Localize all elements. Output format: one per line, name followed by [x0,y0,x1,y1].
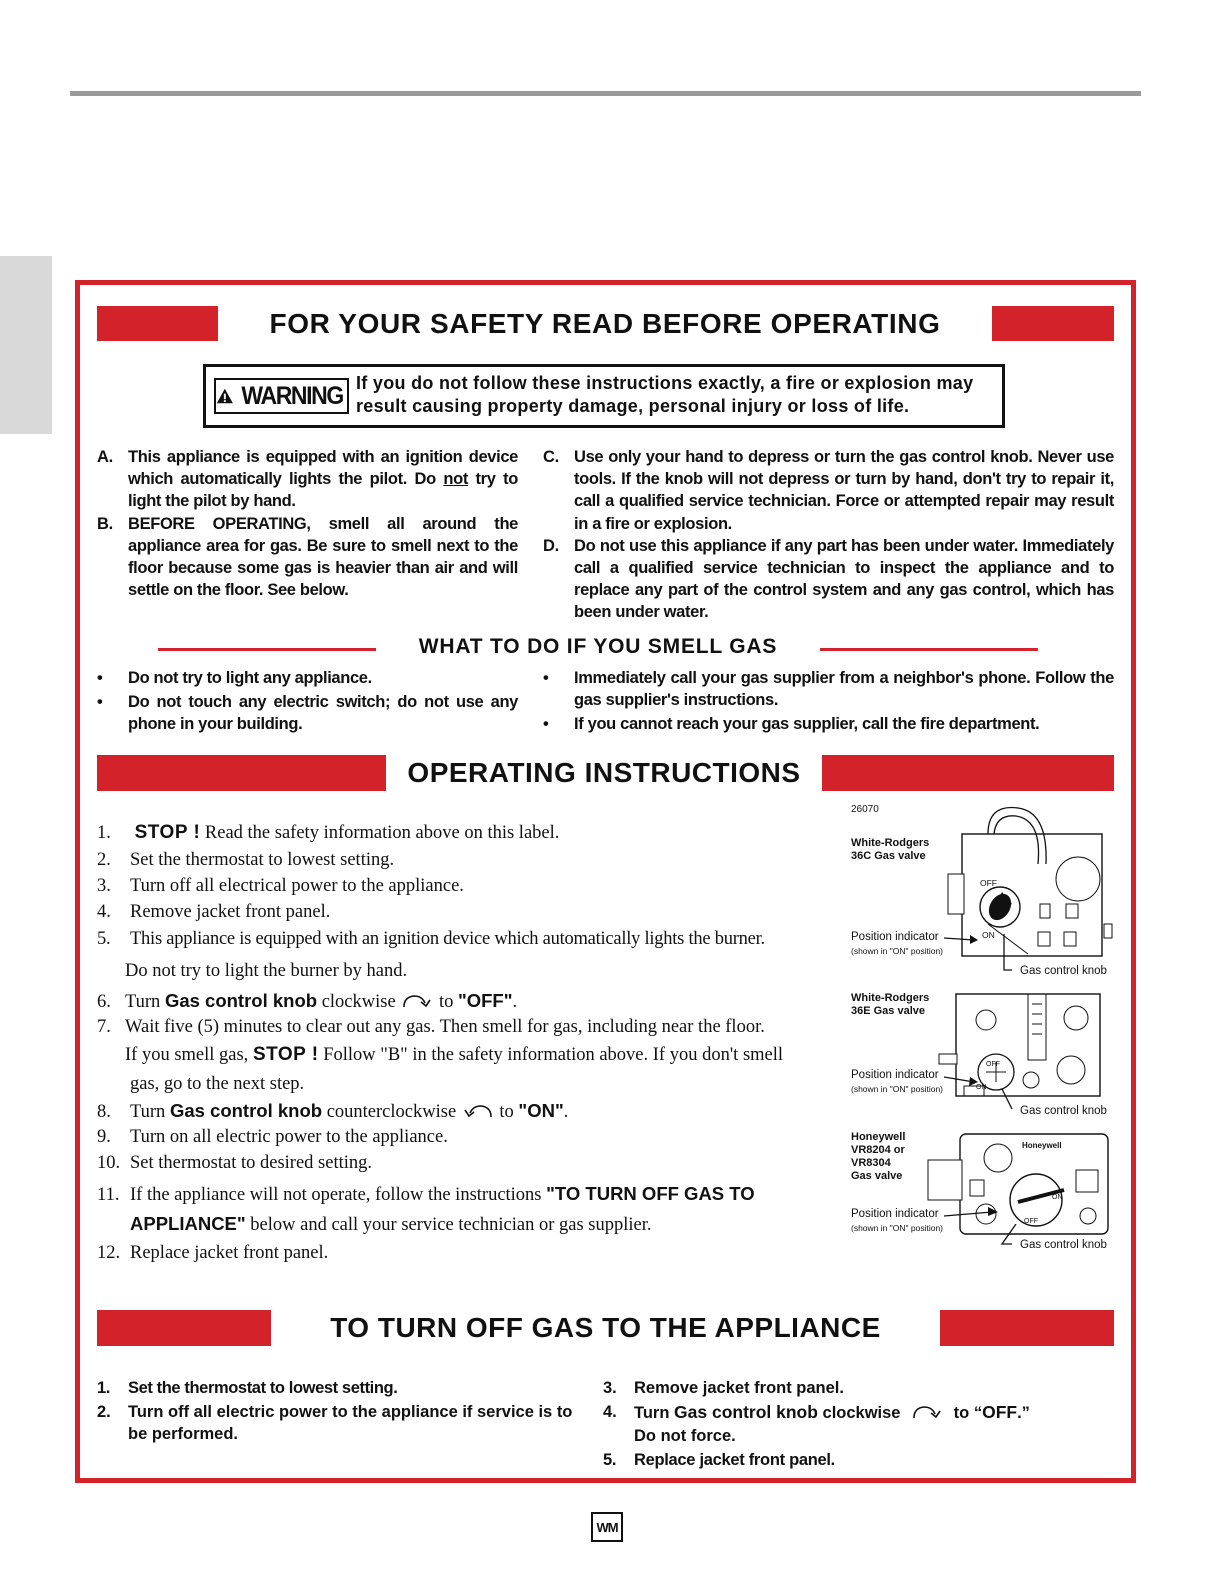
step-text: clockwise [817,1404,901,1423]
step-number: 4. [97,902,111,922]
step-text: Turn off all electric power to the appliance if service is to be performed. [128,1403,573,1444]
step-emphasis: Gas control knob [169,1100,323,1121]
step-number: 1. [97,823,111,843]
position-note: (shown in "ON" position) [851,946,944,956]
turn-off-bar-left [97,1310,271,1346]
step-text: to [494,1102,519,1122]
bullet: • [97,693,103,712]
step-number: 2. [97,1403,111,1422]
warning-badge [214,378,349,414]
turn-off-step [603,1401,1103,1447]
step-text: This appliance is equipped with an ignition device which automatically lights the burner. [130,929,765,949]
item-text: Do not use this appliance if any part has been under water. Immediately call a qualified service technician to inspect the appliance and to replace any part of the control system and any gas control, which has been under water. [574,536,1114,622]
step-text: .” [1017,1404,1030,1423]
operating-step [97,876,464,897]
step-text: Set thermostat to desired setting. [130,1153,372,1173]
safety-item-a [97,446,518,513]
safety-item-c [543,446,1114,535]
step-emphasis: Gas control knob [164,990,318,1011]
top-rule [70,91,1141,96]
step-emphasis: Gas control knob [674,1402,818,1423]
safety-column-right [543,446,1114,624]
operating-step [97,850,394,871]
step-text: to [434,992,458,1012]
off-marker: OFF [980,878,997,888]
pointer-arrow-icon [944,1204,1004,1226]
item-text: BEFORE OPERATING, smell all around the appliance area for gas. Be sure to smell next to the floor because some gas is heavier than air and will settle on the floor. See below. [128,514,518,600]
valve-name: White-Rodgers 36E Gas valve [851,992,930,1017]
clockwise-arrow-icon [400,992,434,1014]
step-text: Replace jacket front panel. [634,1451,835,1470]
item-text: This appliance is equipped with an ignition device which automatically lights the pilot. Do [128,448,518,489]
step-number: 11. [97,1185,120,1205]
step-number: 6. [97,992,111,1012]
item-text: Immediately call your gas supplier from a neighbor's phone. Follow the gas supplier's instructions. [574,669,1114,710]
turn-off-column-right [603,1377,1103,1471]
turn-off-column-left [97,1377,575,1446]
title-bar-right [992,306,1114,341]
operating-step [97,1153,372,1174]
gas-control-knob-label: Gas control knob [1020,1105,1107,1117]
operating-step [97,929,765,950]
off-marker: OFF [1024,1218,1038,1225]
operating-step-continued [125,961,407,982]
step-emphasis: APPLIANCE" [130,1213,246,1234]
position-indicator-label: Position indicator [851,1069,939,1081]
valve-name: White-Rodgers 36C Gas valve [851,837,930,862]
pointer-arrow-icon [944,929,984,951]
step-emphasis: "TO TURN OFF GAS TO [546,1183,755,1204]
step-number: 9. [97,1127,111,1147]
operating-step [97,1243,328,1264]
bullet: • [543,715,549,734]
item-text: Do not touch any electric switch; do not use any phone in your building. [128,693,518,734]
position-note: (shown in "ON" position) [851,1084,944,1094]
step-text: clockwise [317,992,401,1012]
pointer-line-icon [998,934,1014,974]
clockwise-arrow-icon [905,1403,949,1425]
smell-rule-left [158,648,376,651]
bullet: • [543,669,549,687]
step-text: Set the thermostat to lowest setting. [130,850,395,870]
step-number: 3. [97,876,111,896]
step-number: 5. [603,1451,617,1470]
title-bar-left [97,306,218,341]
operating-step-continued [125,1044,783,1066]
item-marker: B. [97,514,113,533]
item-text: Use only your hand to depress or turn the gas control knob. Never use tools. If the knob will not depress or turn by hand, don't try to repair it, call a qualified service technician. Force or attempted repair may result in a fire or explosion. [574,448,1114,533]
position-note: (shown in "ON" position) [851,1223,944,1233]
smell-rule-right [820,648,1038,651]
gas-control-knob-label: Gas control knob [1020,965,1107,977]
step-number: 5. [97,929,111,949]
step-text: . [563,1102,569,1122]
step-text: Remove jacket front panel. [130,902,331,922]
operating-step [97,902,330,923]
operating-step-continued [130,1074,304,1095]
step-text: Follow "B" in the safety information above. If you don't smell [318,1045,784,1065]
bullet: • [97,669,103,687]
step-text: . [512,992,518,1012]
operating-step [97,1127,448,1148]
step-text: Turn [634,1404,675,1423]
safety-item-b [97,513,518,602]
safety-item-d [543,535,1114,624]
step-text: If the appliance will not operate, follow the instructions [130,1185,547,1205]
safety-column-left [97,446,518,601]
step-text: Wait five (5) minutes to clear out any gas. Then smell for gas, including near the floor. [125,1017,765,1037]
turn-off-title: TO TURN OFF GAS TO THE APPLIANCE [330,1312,881,1343]
on-marker: ON [982,930,995,940]
step-text: Do not force. [634,1426,736,1445]
step-text: to “ [949,1404,983,1423]
gas-control-knob-label: Gas control knob [1020,1239,1107,1251]
step-number: 2. [97,850,111,870]
position-indicator-label: Position indicator [851,1208,939,1220]
honeywell-brand-label: Honeywell [1022,1141,1062,1150]
turn-off-bar-right [940,1310,1114,1346]
smell-item [97,691,518,735]
pointer-arrow-icon [944,1068,984,1090]
step-number: 1. [97,1379,110,1397]
step-text: Turn on all electric power to the appliance. [130,1127,448,1147]
pointer-line-icon [998,1224,1020,1248]
on-marker: ON [1052,1194,1063,1201]
off-marker: OFF [986,1061,1000,1068]
step-number: 4. [603,1403,617,1422]
stop-emphasis: STOP ! [134,822,201,843]
step-text: Do not try to light the burner by hand. [125,961,408,981]
turn-off-step [97,1401,575,1445]
smell-item [543,667,1114,711]
operating-title: OPERATING INSTRUCTIONS [407,757,801,788]
step-text: Turn [125,992,165,1012]
step-text: Remove jacket front panel. [634,1379,844,1397]
operating-step [97,990,517,1014]
item-emphasis: not [443,470,468,489]
operating-step [97,822,559,844]
step-emphasis: "OFF" [457,990,513,1011]
step-number: 10. [97,1153,121,1173]
item-marker: A. [97,448,113,466]
diagram-code: 26070 [851,804,879,815]
operating-step [97,1017,765,1038]
operating-step [97,1183,755,1206]
step-text: gas, go to the next step. [130,1074,305,1094]
warning-icon [216,386,234,406]
item-marker: D. [543,536,559,555]
operating-step [97,1100,568,1124]
step-number: 7. [97,1017,111,1037]
step-text: Turn [130,1102,170,1122]
smell-column-right [543,667,1114,736]
operating-bar-right [822,755,1114,791]
smell-column-left [97,667,518,736]
warning-label: WARNING [241,381,343,410]
step-number: 12. [97,1243,121,1263]
step-text: counterclockwise [322,1102,457,1122]
brand-logo: WM [591,1512,623,1542]
operating-step-continued [130,1213,652,1236]
on-marker: ON [976,1084,987,1091]
smell-item [543,713,1114,735]
turn-off-step [603,1449,1103,1471]
smell-item [97,667,518,689]
step-text: below and call your service technician or gas supplier. [245,1215,652,1235]
warning-box [203,364,1005,428]
item-text: If you cannot reach your gas supplier, call the fire department. [574,715,1040,734]
stop-emphasis: STOP ! [252,1044,319,1065]
section-tab [0,256,52,434]
safety-title: FOR YOUR SAFETY READ BEFORE OPERATING [269,308,941,339]
step-text: Set the thermostat to lowest setting. [128,1379,398,1397]
valve-name: Honeywell VR8204 or VR8304 Gas valve [851,1131,906,1182]
item-text: try to light the pilot by hand. [128,470,518,511]
smell-gas-title: WHAT TO DO IF YOU SMELL GAS [418,635,778,658]
step-text: If you smell gas, [125,1045,253,1065]
turn-off-step [97,1377,575,1399]
step-number: 3. [603,1379,617,1397]
step-number: 8. [97,1102,111,1122]
warning-text: If you do not follow these instructions exactly, a fire or explosion may result causing property damage, personal injury or loss of life. [356,373,974,416]
step-text: Replace jacket front panel. [130,1243,329,1263]
step-text: Turn off all electrical power to the appliance. [130,876,464,896]
gas-valve-diagrams [848,804,1114,1264]
operating-bar-left [97,755,386,791]
position-indicator-label: Position indicator [851,931,939,943]
item-text: Do not try to light any appliance. [128,669,372,687]
step-emphasis: OFF [982,1402,1018,1423]
step-text: Read the safety information above on this label. [200,823,560,843]
turn-off-step [603,1377,1103,1399]
pointer-line-icon [998,1089,1014,1113]
step-emphasis: "ON" [518,1100,564,1121]
item-marker: C. [543,448,559,466]
counterclockwise-arrow-icon [461,1102,495,1124]
